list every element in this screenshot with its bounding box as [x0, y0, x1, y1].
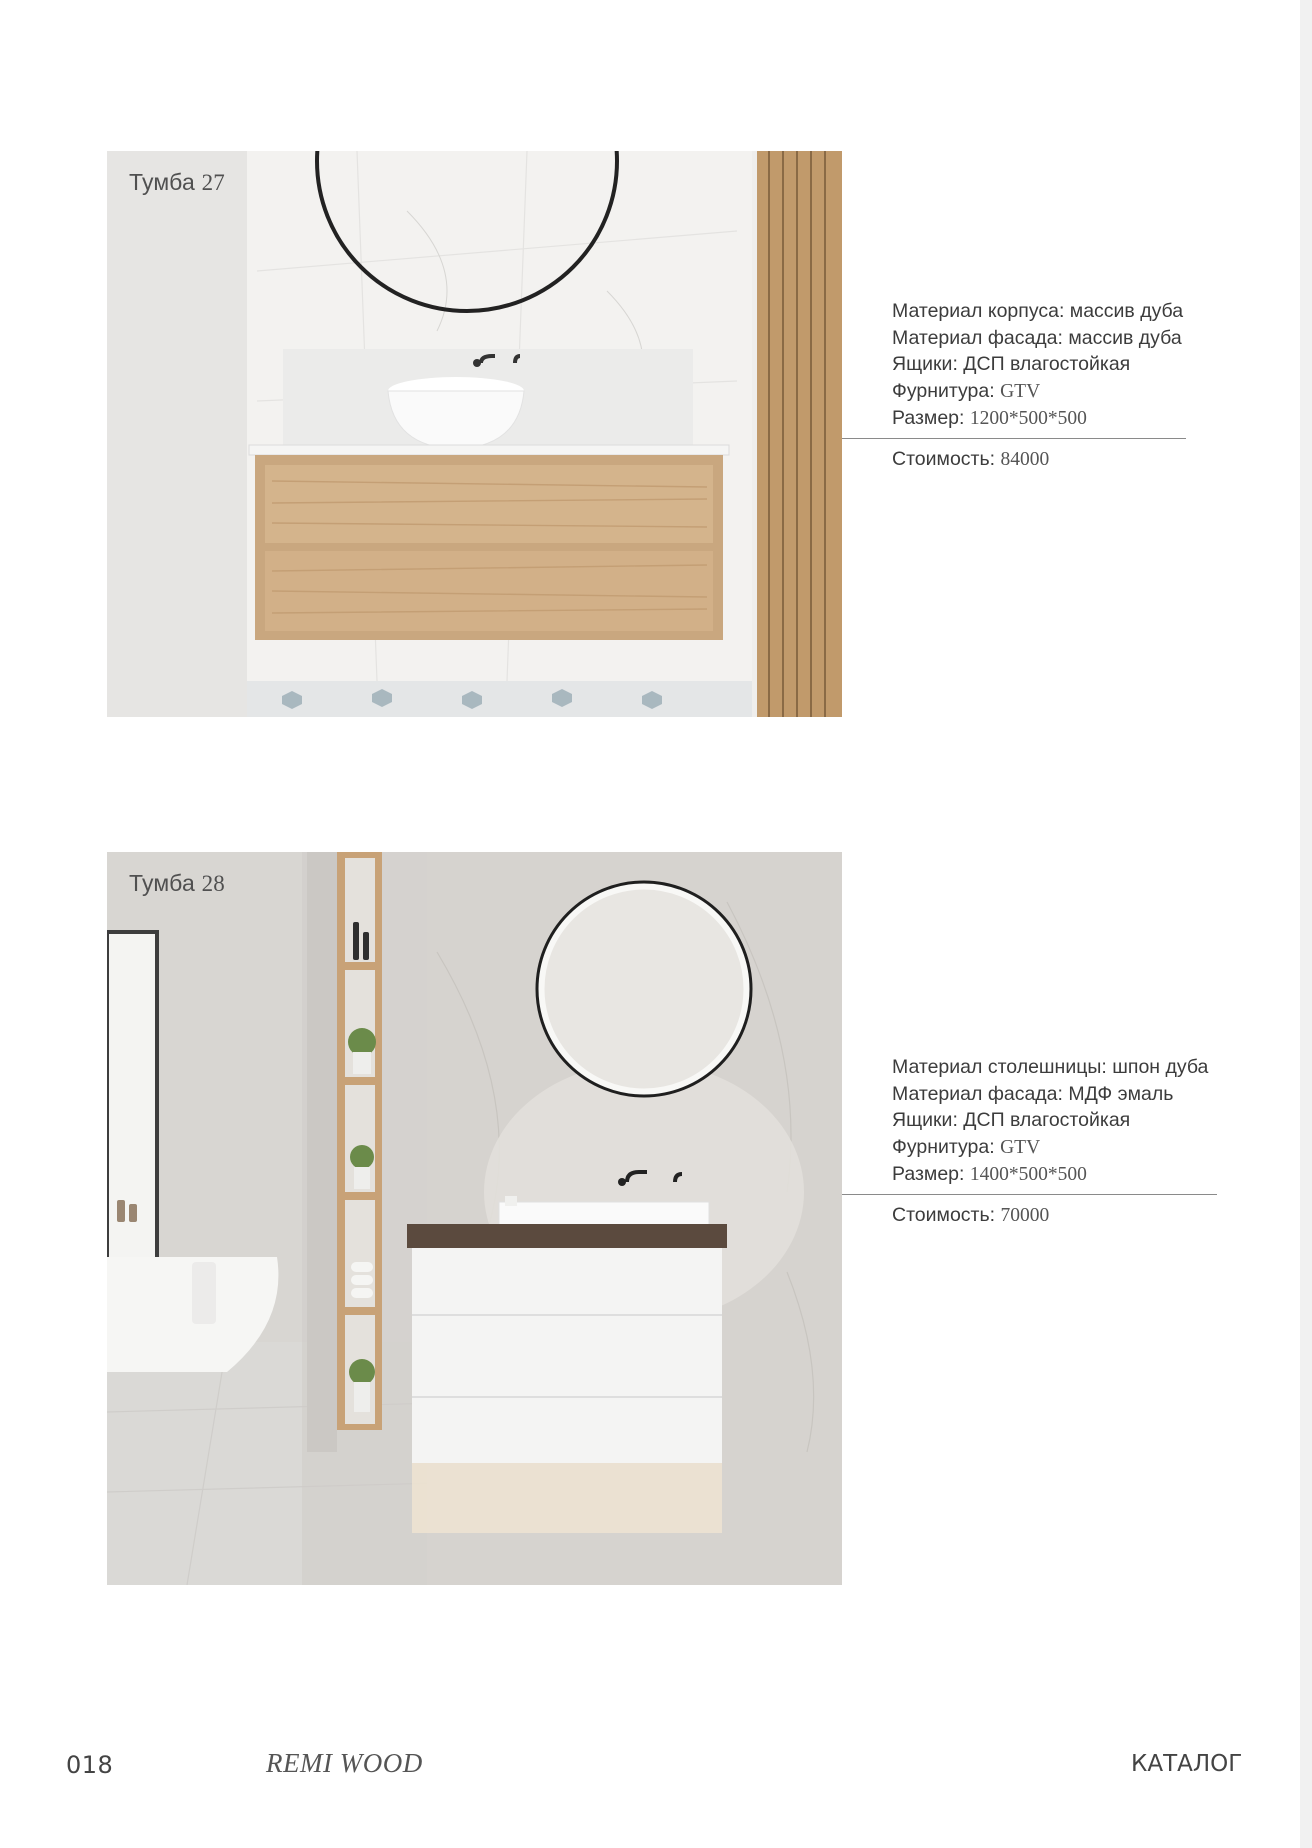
- spec-value: МДФ эмаль: [1068, 1082, 1174, 1105]
- spec-value: GTV: [1000, 380, 1041, 402]
- spec-label: Ящики:: [892, 1109, 958, 1131]
- product-specs: [892, 298, 1183, 433]
- spec-label: Фурнитура:: [892, 1135, 995, 1158]
- product-title-word: Тумба: [129, 169, 195, 195]
- product-photo: [107, 852, 842, 1585]
- brand-logo-text: REMI WOOD: [266, 1748, 423, 1778]
- spec-row: [892, 1107, 1208, 1134]
- spec-label: Фурнитура:: [892, 379, 995, 402]
- page-number: 018: [66, 1751, 114, 1779]
- product-title: [129, 870, 225, 897]
- page-edge: [1300, 0, 1312, 1848]
- spec-row: [892, 351, 1183, 378]
- spec-row: [892, 1161, 1208, 1189]
- spec-row: [892, 378, 1183, 406]
- spec-label: Размер:: [892, 407, 965, 429]
- spec-row: [892, 1134, 1208, 1162]
- product-specs: [892, 1054, 1208, 1189]
- divider-line: [842, 1194, 1217, 1195]
- spec-value: шпон дуба: [1112, 1056, 1209, 1078]
- price-label: Стоимость:: [892, 448, 996, 470]
- price-label: Стоимость:: [892, 1204, 996, 1226]
- price: [892, 448, 1049, 471]
- spec-value: массив дуба: [1068, 326, 1182, 349]
- spec-value: ДСП влагостойкая: [963, 1109, 1131, 1131]
- price-value: 70000: [1000, 1205, 1050, 1226]
- spec-row: [892, 405, 1183, 433]
- section-title: КАТАЛОГ: [1131, 1751, 1243, 1777]
- spec-label: Материал фасада:: [892, 326, 1063, 349]
- spec-label: Ящики:: [892, 353, 958, 375]
- spec-value: 1200*500*500: [969, 408, 1087, 429]
- price: [892, 1204, 1049, 1227]
- divider-line: [842, 438, 1186, 439]
- spec-label: Размер:: [892, 1163, 965, 1185]
- spec-value: ДСП влагостойкая: [963, 353, 1131, 375]
- spec-value: 1400*500*500: [969, 1164, 1087, 1185]
- spec-value: массив дуба: [1069, 300, 1184, 322]
- product-title-number: 28: [201, 871, 225, 896]
- spec-label: Материал корпуса:: [892, 300, 1065, 322]
- price-value: 84000: [1000, 449, 1050, 470]
- vanity-photo-oak: [107, 151, 842, 717]
- spec-row: [892, 1081, 1208, 1108]
- spec-row: [892, 1054, 1208, 1081]
- product-title-number: 27: [201, 170, 225, 195]
- spec-label: Материал фасада:: [892, 1082, 1063, 1105]
- spec-label: Материал столешницы:: [892, 1056, 1107, 1078]
- product-title: [129, 169, 225, 196]
- spec-row: [892, 298, 1183, 325]
- product-photo: [107, 151, 842, 717]
- spec-value: GTV: [1000, 1136, 1041, 1158]
- vanity-photo-white: [107, 852, 842, 1585]
- spec-row: [892, 325, 1183, 352]
- product-title-word: Тумба: [129, 870, 195, 896]
